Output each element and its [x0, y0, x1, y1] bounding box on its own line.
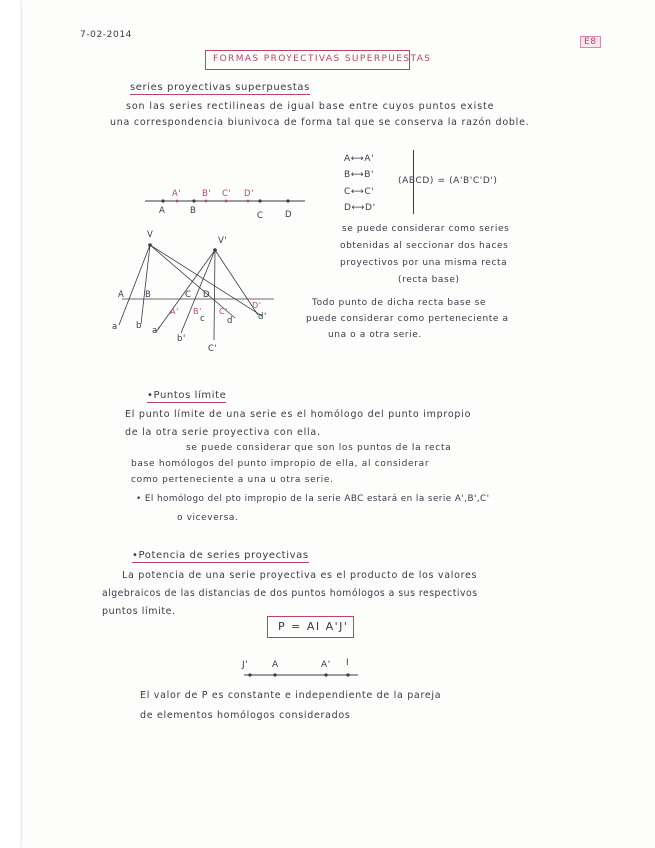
page-title: FORMAS PROYECTIVAS SUPERPUESTAS [213, 54, 432, 64]
vertex-V-prime [213, 248, 217, 252]
label-A-prime-pencil: A' [170, 307, 179, 316]
point-I [346, 673, 349, 676]
label-C-prime-bottom: C' [208, 344, 218, 354]
label-B-prime: B' [202, 189, 212, 199]
text-line: son las series rectilineas de igual base entre cuyos puntos existe [126, 101, 495, 112]
point-A-prime [176, 200, 179, 203]
date-text: 7-02-2014 [80, 30, 132, 40]
point-B [192, 199, 195, 202]
label-B-pencil: B [145, 290, 152, 300]
note-line: se puede considerar como series [342, 224, 510, 234]
label-C-pencil: C [185, 290, 192, 300]
point-J-prime [248, 673, 251, 676]
label-ray-a: a [112, 322, 118, 332]
point-A-axis [273, 673, 276, 676]
page-number-badge: E8 [580, 36, 601, 48]
point-B-prime [205, 200, 208, 203]
label-C-prime-inner: C' [219, 307, 228, 316]
correspondence-pair: C⟷C' [344, 187, 375, 197]
text-line: puntos límite. [102, 606, 176, 617]
note2-line: Todo punto de dicha recta base se [312, 298, 487, 308]
label-D: D [285, 210, 293, 220]
text-line: como perteneciente a una u otra serie. [131, 475, 334, 485]
point-C [258, 199, 261, 202]
label-A: A [159, 206, 166, 216]
label-ray-d: d [227, 316, 233, 326]
text-line: se puede considerar que son los puntos de la recta [186, 443, 452, 453]
text-line: El valor de P es constante e independiente de la pareja [140, 690, 442, 701]
section-heading-series: series proyectivas superpuestas [130, 82, 310, 93]
label-ray-c: c [200, 314, 206, 324]
text-line: La potencia de una serie proyectiva es el producto de los valores [122, 570, 478, 581]
note2-line: puede considerar como perteneciente a [306, 314, 509, 324]
label-I: I [346, 658, 350, 668]
correspondence-pair: B⟷B' [344, 170, 375, 180]
text-line: El punto límite de una serie es el homólogo del punto impropio [125, 409, 472, 420]
formula-box [267, 616, 354, 638]
text-line: una correspondencia biunivoca de forma tal que se conserva la razón doble. [110, 117, 530, 128]
label-D-pencil: D [203, 290, 211, 300]
note-line: proyectivos por una misma recta [340, 258, 508, 268]
correspondence-pair: D⟷D' [344, 203, 376, 213]
label-V-prime: V' [218, 236, 228, 246]
label-ray-a-prime: a' [152, 326, 161, 336]
label-B-prime-pencil: B' [193, 307, 202, 316]
note2-line: una o a otra serie. [328, 330, 422, 340]
ray-c-prime [214, 250, 215, 340]
text-line: de elementos homólogos considerados [140, 710, 351, 721]
point-D-prime [247, 200, 250, 203]
ray-d [150, 245, 262, 316]
point-A-prime-axis [324, 673, 327, 676]
label-C: C [257, 211, 264, 221]
label-ray-b-prime: b' [177, 334, 186, 344]
label-A-pencil: A [118, 290, 125, 300]
note-line: obtenidas al seccionar dos haces [340, 241, 509, 251]
label-J-prime: J' [242, 660, 249, 670]
text-line: de la otra serie proyectiva con ella. [125, 427, 321, 438]
note-line: (recta base) [398, 275, 460, 285]
text-line: • El homólogo del pto impropio de la serie ABC estará en la serie A',B',C' [136, 494, 490, 504]
label-D-prime: D' [244, 189, 255, 199]
section-heading-limit: •Puntos límite [147, 390, 227, 401]
vertex-V [148, 243, 152, 247]
correspondence-pair: A⟷A' [344, 154, 375, 164]
label-A-axis: A [272, 660, 279, 670]
label-A-prime: A' [172, 189, 182, 199]
label-B: B [190, 206, 197, 216]
paper-sheet [22, 0, 655, 848]
point-D [286, 199, 289, 202]
label-C-prime: C' [222, 189, 232, 199]
label-V: V [147, 230, 154, 240]
label-D-prime-pencil: D' [252, 301, 262, 310]
cross-ratio-equation: (ABCD) = (A'B'C'D') [398, 176, 498, 186]
text-line: o viceversa. [177, 513, 239, 523]
section-heading-power: •Potencia de series proyectivas [132, 550, 309, 561]
label-A-prime-axis: A' [321, 660, 331, 670]
text-line: base homólogos del punto impropio de ella, al considerar [131, 459, 430, 469]
label-ray-d-prime: d' [258, 312, 267, 322]
power-formula: P = AI A'J' [278, 620, 349, 633]
point-A [161, 199, 164, 202]
pencils-diagram [119, 245, 274, 340]
point-C-prime [225, 200, 228, 203]
text-line: algebraicos de las distancias de dos puntos homólogos a sus respectivos [102, 588, 478, 599]
label-ray-b: b [136, 321, 142, 331]
